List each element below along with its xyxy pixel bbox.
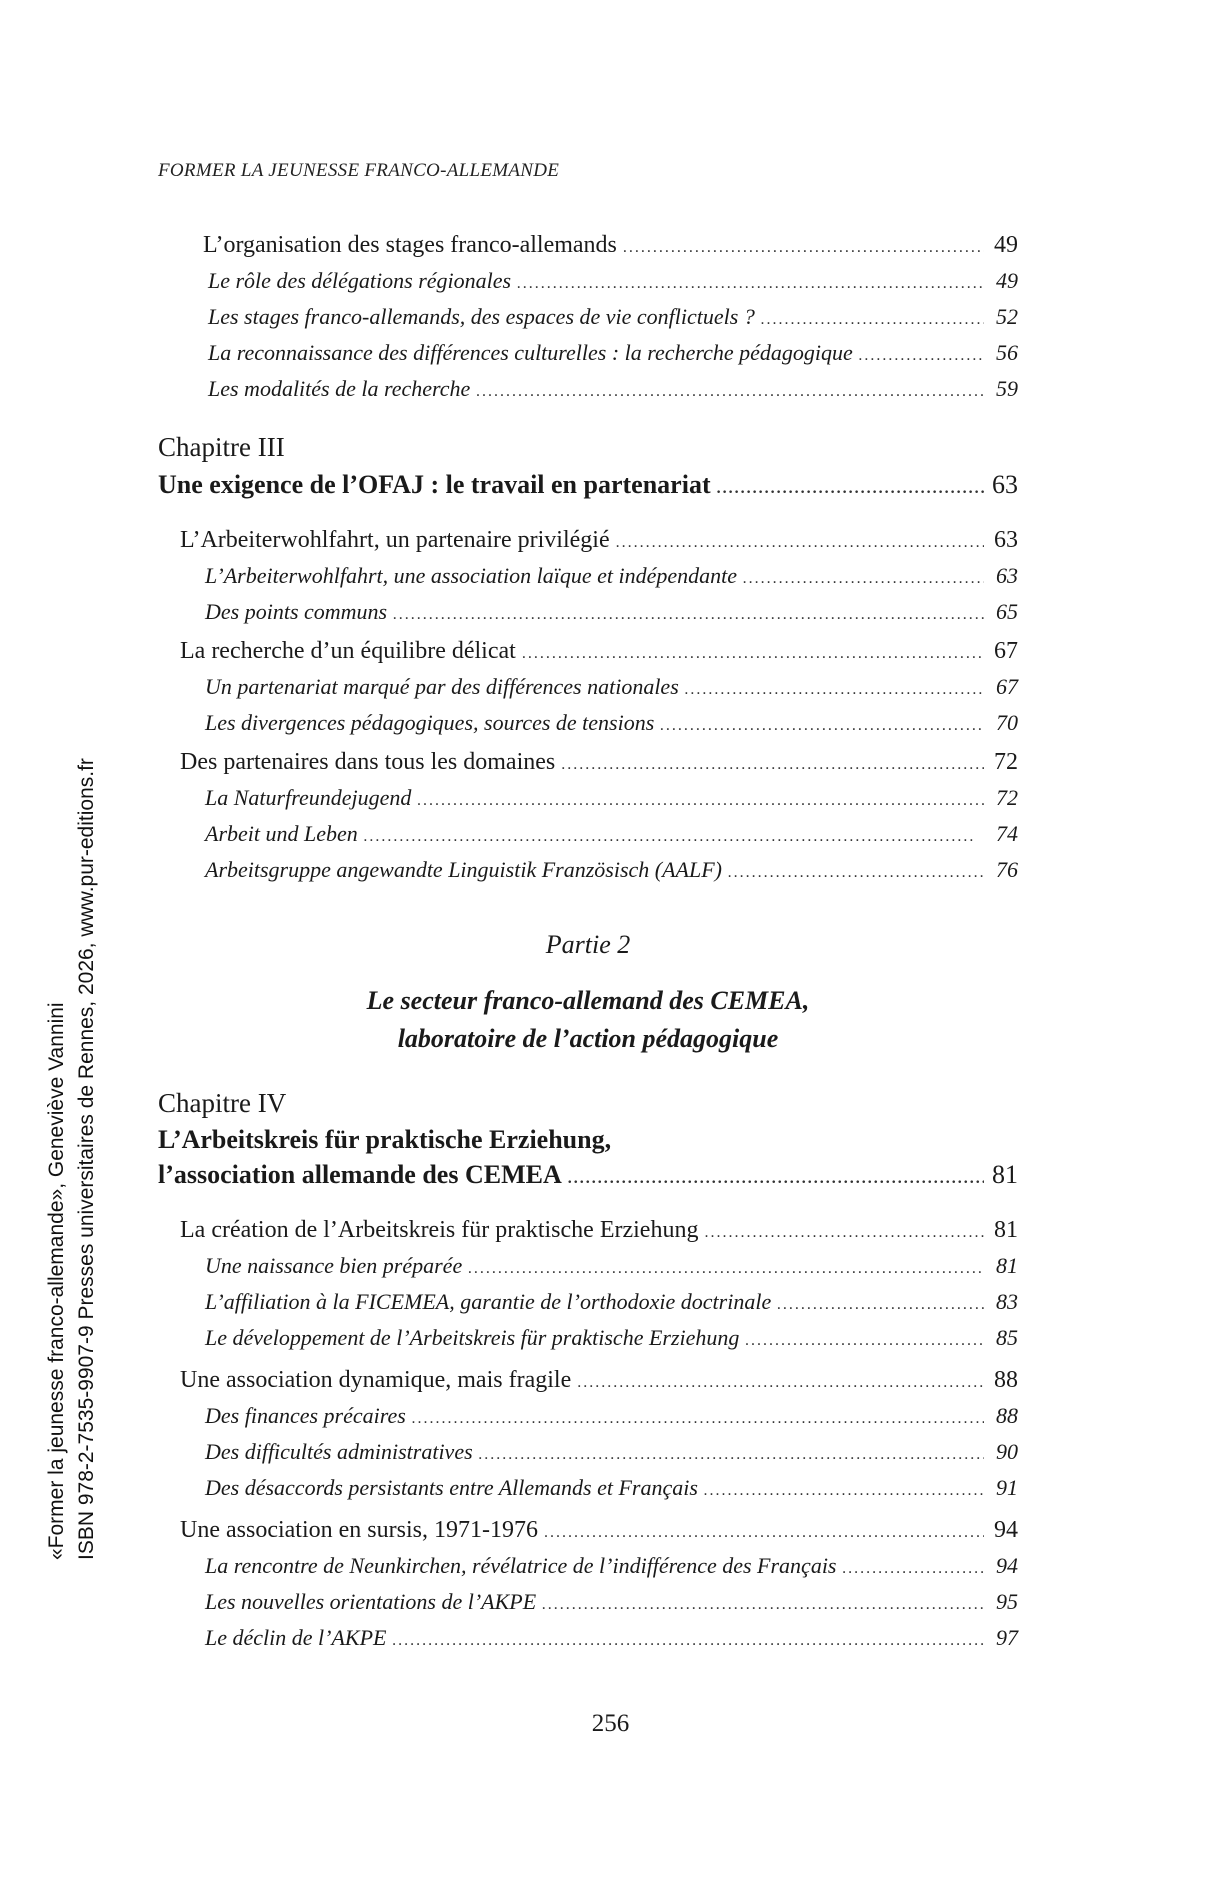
toc-entry-label: Le déclin de l’AKPE (205, 1625, 387, 1650)
toc-entry-page: 76 (996, 857, 1018, 882)
toc-entry-page: 70 (996, 710, 1018, 735)
chapter-title: Une exigence de l’OFAJ : le travail en partenariat (158, 470, 711, 499)
toc-entry (158, 819, 1018, 852)
dot-leader (479, 1440, 984, 1470)
toc-entry (158, 783, 1018, 816)
toc-entry-label: Des désaccords persistants entre Allemands et Français (205, 1475, 698, 1500)
toc-entry-label: La rencontre de Neunkirchen, révélatrice de l’indifférence des Français (205, 1553, 837, 1578)
toc-entry-page: 52 (996, 304, 1018, 329)
toc-entry-page: 91 (996, 1475, 1018, 1500)
toc-entry-page: 67 (996, 674, 1018, 699)
toc-entry-label: Des points communs (205, 599, 388, 624)
dot-leader (517, 269, 984, 299)
toc-entry (158, 1401, 1018, 1434)
toc-entry-label: Le développement de l’Arbeitskreis für praktische Erziehung (205, 1325, 740, 1350)
toc-entry-page: 72 (996, 785, 1018, 810)
chapter-title-row (158, 470, 1018, 504)
toc-entry (158, 525, 1018, 558)
toc-entry (158, 1287, 1018, 1320)
dot-leader (859, 341, 984, 371)
toc-entry-label: Une association dynamique, mais fragile (180, 1367, 572, 1393)
side-note-line2: ISBN 978-2-7535-9907-9 Presses universitaires de Rennes, 2026, www.pur-editions.fr (75, 758, 98, 1560)
toc-entry-label: Arbeitsgruppe angewandte Linguistik Französisch (AALF) (205, 857, 722, 882)
toc-entry-page: 72 (994, 749, 1018, 775)
chapter-title-line1: L’Arbeitskreis für praktische Erziehung, (158, 1125, 612, 1154)
dot-leader (364, 822, 984, 852)
toc-entry-label: La recherche d’un équilibre délicat (180, 638, 516, 664)
toc-entry (158, 1215, 1018, 1248)
toc-entry (158, 1365, 1018, 1398)
toc-entry-label: Les divergences pédagogiques, sources de tensions (205, 710, 655, 735)
toc-entry (158, 230, 1018, 263)
toc-entry-page: 95 (996, 1589, 1018, 1614)
toc-entry-label: Les stages franco-allemands, des espaces de vie conflictuels ? (208, 304, 755, 329)
toc-entry (158, 855, 1018, 888)
toc-entry-page: 49 (996, 268, 1018, 293)
toc-entry (158, 1515, 1018, 1548)
dot-leader (717, 474, 984, 504)
dot-leader (476, 377, 984, 407)
dot-leader (704, 1218, 984, 1248)
running-head: FORMER LA JEUNESSE FRANCO-ALLEMANDE (158, 160, 560, 181)
toc-entry-page: 59 (996, 376, 1018, 401)
dot-leader (623, 233, 984, 263)
toc-entry (158, 1623, 1018, 1656)
chapter-title-line2: l’association allemande des CEMEA (158, 1160, 562, 1189)
part-title-line1: Le secteur franco-allemand des CEMEA, (366, 986, 810, 1015)
toc-entry-label: Le rôle des délégations régionales (208, 268, 512, 293)
chapter-title-row (158, 1160, 1018, 1194)
dot-leader (728, 858, 984, 888)
dot-leader (412, 1404, 984, 1434)
toc-entry (158, 561, 1018, 594)
dot-leader (843, 1554, 985, 1584)
toc-entry (158, 708, 1018, 741)
dot-leader (417, 786, 984, 816)
chapter-number: Chapitre IV (158, 1088, 287, 1118)
dot-leader (777, 1290, 984, 1320)
toc-entry-page: 94 (994, 1517, 1018, 1543)
dot-leader (761, 305, 984, 335)
toc-entry-page: 81 (994, 1217, 1018, 1243)
toc-entry (158, 266, 1018, 299)
toc-entry (158, 1323, 1018, 1356)
toc-entry-label: Des difficultés administratives (205, 1439, 473, 1464)
page-number: 256 (591, 1710, 630, 1737)
dot-leader (577, 1368, 984, 1398)
toc-entry-label: Des partenaires dans tous les domaines (180, 749, 556, 775)
toc-entry-page: 94 (996, 1553, 1018, 1578)
dot-leader (542, 1590, 984, 1620)
toc-entry-label: Les nouvelles orientations de l’AKPE (205, 1589, 537, 1614)
side-copyright-note (42, 758, 102, 1560)
toc-entry-label: L’Arbeiterwohlfahrt, un partenaire privilégié (180, 527, 610, 553)
toc-entry-label: Arbeit und Leben (205, 821, 358, 846)
chapter-page: 63 (992, 470, 1018, 499)
toc-entry-label: La Naturfreundejugend (205, 785, 412, 810)
dot-leader (544, 1518, 984, 1548)
toc-entry (158, 1473, 1018, 1506)
toc-entry (158, 672, 1018, 705)
toc-entry (158, 338, 1018, 371)
toc-entry (158, 636, 1018, 669)
dot-leader (704, 1476, 984, 1506)
side-note-line1: «Former la jeunesse franco-allemande», Geneviève Vannini (45, 1002, 68, 1560)
toc-entry-page: 97 (996, 1625, 1018, 1650)
toc-entry-page: 63 (996, 563, 1018, 588)
toc-entry-label: L’organisation des stages franco-allemands (203, 232, 617, 258)
toc-entry-page: 88 (994, 1367, 1018, 1393)
toc-entry (158, 374, 1018, 407)
dot-leader (522, 639, 984, 669)
toc-entry-label: Les modalités de la recherche (208, 376, 471, 401)
toc-entry-page: 74 (996, 821, 1018, 846)
dot-leader (660, 711, 984, 741)
toc-entry-page: 49 (994, 232, 1018, 258)
dot-leader (743, 564, 984, 594)
toc-entry-label: Des finances précaires (205, 1403, 406, 1428)
toc-entry-label: L’affiliation à la FICEMEA, garantie de l’orthodoxie doctrinale (205, 1289, 772, 1314)
dot-leader (561, 750, 984, 780)
toc-entry (158, 1587, 1018, 1620)
toc-entry-page: 88 (996, 1403, 1018, 1428)
dot-leader (393, 600, 984, 630)
chapter-number: Chapitre III (158, 432, 285, 462)
toc-entry-label: Un partenariat marqué par des différences nationales (205, 674, 679, 699)
dot-leader (616, 528, 984, 558)
toc-entry-page: 67 (994, 638, 1018, 664)
dot-leader (685, 675, 984, 705)
toc-entry (158, 1437, 1018, 1470)
toc-entry-label: La reconnaissance des différences culturelles : la recherche pédagogique (208, 340, 853, 365)
dot-leader (468, 1254, 984, 1284)
toc-entry-label: La création de l’Arbeitskreis für praktische Erziehung (180, 1217, 699, 1243)
toc-entry-page: 65 (996, 599, 1018, 624)
toc-entry (158, 597, 1018, 630)
toc-entry-label: Une naissance bien préparée (205, 1253, 463, 1278)
part-title-line2: laboratoire de l’action pédagogique (397, 1024, 779, 1053)
part-number: Partie 2 (545, 930, 631, 959)
toc-entry-page: 85 (996, 1325, 1018, 1350)
toc-entry-page: 83 (996, 1289, 1018, 1314)
toc-entry (158, 1251, 1018, 1284)
toc-entry-page: 56 (996, 340, 1018, 365)
toc-entry (158, 747, 1018, 780)
chapter-page: 81 (992, 1160, 1018, 1189)
toc-entry-page: 63 (994, 527, 1018, 553)
dot-leader (392, 1626, 984, 1656)
toc-entry (158, 1551, 1018, 1584)
dot-leader (745, 1326, 984, 1356)
chapter-title-row (158, 1125, 1018, 1155)
toc-entry-label: Une association en sursis, 1971-1976 (180, 1517, 538, 1543)
toc-entry-page: 81 (996, 1253, 1018, 1278)
toc-entry-label: L’Arbeiterwohlfahrt, une association laïque et indépendante (205, 563, 738, 588)
dot-leader (568, 1164, 984, 1194)
toc-entry (158, 302, 1018, 335)
toc-entry-page: 90 (996, 1439, 1018, 1464)
